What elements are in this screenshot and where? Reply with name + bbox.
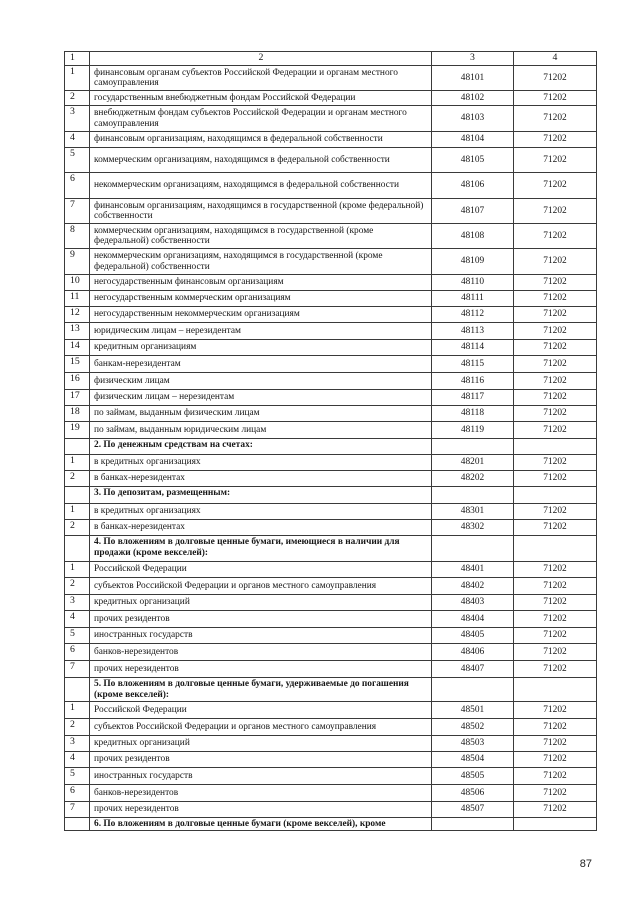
row-account: 71202 (514, 323, 597, 340)
table-row (65, 719, 597, 736)
table-row (65, 249, 597, 275)
row-account: 71202 (514, 356, 597, 373)
table-row (65, 66, 597, 91)
row-account: 71202 (514, 719, 597, 736)
row-description: юридическим лицам – нерезидентам (90, 323, 432, 340)
table-row (65, 390, 597, 406)
row-description: прочих нерезидентов (90, 661, 432, 678)
row-account: 71202 (514, 752, 597, 768)
section-heading-row (65, 487, 597, 504)
row-number: 5 (65, 148, 90, 173)
row-account: 71202 (514, 132, 597, 148)
table-row (65, 702, 597, 719)
row-code: 48106 (432, 173, 514, 199)
row-code (432, 536, 514, 562)
row-code: 48301 (432, 504, 514, 520)
row-description: банкам-нерезидентам (90, 356, 432, 373)
row-code: 48116 (432, 373, 514, 390)
row-description: в кредитных организациях (90, 455, 432, 471)
table-row (65, 628, 597, 644)
row-number: 2 (65, 578, 90, 595)
row-number: 3 (65, 106, 90, 132)
table-row (65, 768, 597, 785)
row-description: иностранных государств (90, 768, 432, 785)
row-account: 71202 (514, 455, 597, 471)
row-code: 48107 (432, 199, 514, 224)
table-row (65, 132, 597, 148)
table-row (65, 275, 597, 291)
row-code: 48404 (432, 611, 514, 628)
row-code: 48502 (432, 719, 514, 736)
row-number: 1 (65, 702, 90, 719)
row-description: в банках-нерезидентах (90, 471, 432, 487)
row-code: 48507 (432, 802, 514, 818)
table-row (65, 91, 597, 106)
row-description: негосударственным коммерческим организациям (90, 291, 432, 307)
row-code: 48115 (432, 356, 514, 373)
row-code: 48201 (432, 455, 514, 471)
row-description: кредитным организациям (90, 340, 432, 356)
row-account: 71202 (514, 702, 597, 719)
row-description: прочих резидентов (90, 611, 432, 628)
row-code: 48110 (432, 275, 514, 291)
row-number: 5 (65, 628, 90, 644)
row-code: 48407 (432, 661, 514, 678)
row-account: 71202 (514, 406, 597, 422)
table-row (65, 520, 597, 536)
row-description: в банках-нерезидентах (90, 520, 432, 536)
row-code: 48506 (432, 785, 514, 802)
row-code: 48109 (432, 249, 514, 275)
row-account: 71202 (514, 768, 597, 785)
row-number: 10 (65, 275, 90, 291)
row-code: 48114 (432, 340, 514, 356)
row-number: 2 (65, 520, 90, 536)
row-number: 1 (65, 455, 90, 471)
row-account: 71202 (514, 173, 597, 199)
row-account: 71202 (514, 802, 597, 818)
table-row (65, 173, 597, 199)
header-col-1: 1 (65, 52, 90, 66)
row-number: 1 (65, 504, 90, 520)
row-account: 71202 (514, 390, 597, 406)
table-row (65, 562, 597, 578)
row-description: кредитных организаций (90, 736, 432, 752)
row-account: 71202 (514, 736, 597, 752)
section-heading-row (65, 536, 597, 562)
table-row (65, 661, 597, 678)
table-row (65, 199, 597, 224)
table-row (65, 611, 597, 628)
row-account: 71202 (514, 562, 597, 578)
row-account: 71202 (514, 66, 597, 91)
row-number: 9 (65, 249, 90, 275)
row-number: 2 (65, 471, 90, 487)
row-code: 48118 (432, 406, 514, 422)
row-description: финансовым организациям, находящимся в государственной (кроме федеральной) собственности (90, 199, 432, 224)
row-account: 71202 (514, 422, 597, 439)
header-row (65, 52, 597, 66)
row-number: 1 (65, 66, 90, 91)
row-description: физическим лицам (90, 373, 432, 390)
row-code: 48503 (432, 736, 514, 752)
row-account (514, 536, 597, 562)
header-col-2: 2 (90, 52, 432, 66)
row-description: физическим лицам – нерезидентам (90, 390, 432, 406)
row-code: 48501 (432, 702, 514, 719)
table-row (65, 578, 597, 595)
row-code (432, 439, 514, 455)
row-number (65, 439, 90, 455)
table-row (65, 224, 597, 249)
row-description: негосударственным финансовым организациям (90, 275, 432, 291)
row-code: 48401 (432, 562, 514, 578)
row-code: 48406 (432, 644, 514, 661)
row-code (432, 818, 514, 831)
row-description: коммерческим организациям, находящимся в федеральной собственности (90, 148, 432, 173)
row-account (514, 818, 597, 831)
table-row (65, 455, 597, 471)
header-col-3: 3 (432, 52, 514, 66)
row-account: 71202 (514, 373, 597, 390)
row-description: по займам, выданным юридическим лицам (90, 422, 432, 439)
row-number: 4 (65, 611, 90, 628)
row-account: 71202 (514, 595, 597, 611)
table-row (65, 323, 597, 340)
row-account: 71202 (514, 291, 597, 307)
row-code: 48405 (432, 628, 514, 644)
row-number (65, 487, 90, 504)
row-description: прочих резидентов (90, 752, 432, 768)
row-number (65, 678, 90, 702)
table-row (65, 736, 597, 752)
row-code: 48104 (432, 132, 514, 148)
row-description: банков-нерезидентов (90, 644, 432, 661)
row-description: некоммерческим организациям, находящимся в федеральной собственности (90, 173, 432, 199)
accounts-table-body (65, 52, 597, 831)
row-number: 17 (65, 390, 90, 406)
row-account: 71202 (514, 611, 597, 628)
row-number: 7 (65, 199, 90, 224)
table-row (65, 307, 597, 323)
row-account: 71202 (514, 148, 597, 173)
table-row (65, 373, 597, 390)
row-description: некоммерческим организациям, находящимся в государственной (кроме федеральной) собственности (90, 249, 432, 275)
row-number: 1 (65, 562, 90, 578)
table-row (65, 595, 597, 611)
row-number: 16 (65, 373, 90, 390)
row-number: 15 (65, 356, 90, 373)
row-code: 48112 (432, 307, 514, 323)
table-row (65, 406, 597, 422)
row-code: 48103 (432, 106, 514, 132)
table-row (65, 504, 597, 520)
row-number: 5 (65, 768, 90, 785)
accounts-table (64, 51, 597, 831)
row-number: 3 (65, 736, 90, 752)
row-account: 71202 (514, 471, 597, 487)
row-description: кредитных организаций (90, 595, 432, 611)
table-row (65, 785, 597, 802)
header-col-4: 4 (514, 52, 597, 66)
row-code (432, 678, 514, 702)
row-code: 48105 (432, 148, 514, 173)
row-code: 48113 (432, 323, 514, 340)
row-number: 11 (65, 291, 90, 307)
row-description: в кредитных организациях (90, 504, 432, 520)
row-description: субъектов Российской Федерации и органов местного самоуправления (90, 578, 432, 595)
row-description: субъектов Российской Федерации и органов местного самоуправления (90, 719, 432, 736)
row-description: 4. По вложениям в долговые ценные бумаги, имеющиеся в наличии для продажи (кроме векселей): (90, 536, 432, 562)
section-heading-row (65, 818, 597, 831)
table-row (65, 422, 597, 439)
row-description: финансовым организациям, находящимся в федеральной собственности (90, 132, 432, 148)
row-number: 4 (65, 752, 90, 768)
row-code: 48119 (432, 422, 514, 439)
row-account: 71202 (514, 578, 597, 595)
row-number: 3 (65, 595, 90, 611)
row-account: 71202 (514, 340, 597, 356)
row-account: 71202 (514, 307, 597, 323)
row-account: 71202 (514, 661, 597, 678)
row-number: 12 (65, 307, 90, 323)
row-number: 18 (65, 406, 90, 422)
row-number: 13 (65, 323, 90, 340)
row-number: 2 (65, 719, 90, 736)
row-description: коммерческим организациям, находящимся в государственной (кроме федеральной) собственности (90, 224, 432, 249)
row-account: 71202 (514, 199, 597, 224)
row-number (65, 536, 90, 562)
table-row (65, 644, 597, 661)
row-number (65, 818, 90, 831)
row-code: 48302 (432, 520, 514, 536)
row-code: 48402 (432, 578, 514, 595)
table-row (65, 291, 597, 307)
table-row (65, 471, 597, 487)
row-description: Российской Федерации (90, 702, 432, 719)
row-description: 5. По вложениям в долговые ценные бумаги, удерживаемые до погашения (кроме векселей): (90, 678, 432, 702)
row-number: 14 (65, 340, 90, 356)
table-row (65, 340, 597, 356)
row-number: 7 (65, 802, 90, 818)
row-description: 6. По вложениям в долговые ценные бумаги (кроме векселей), кроме (90, 818, 432, 831)
row-code (432, 487, 514, 504)
row-description: Российской Федерации (90, 562, 432, 578)
section-heading-row (65, 439, 597, 455)
row-number: 2 (65, 91, 90, 106)
row-description: негосударственным некоммерческим организациям (90, 307, 432, 323)
row-description: прочих нерезидентов (90, 802, 432, 818)
row-code: 48117 (432, 390, 514, 406)
row-number: 8 (65, 224, 90, 249)
row-account: 71202 (514, 91, 597, 106)
row-account (514, 678, 597, 702)
row-description: иностранных государств (90, 628, 432, 644)
table-row (65, 802, 597, 818)
row-account: 71202 (514, 644, 597, 661)
page-number: 87 (579, 858, 592, 870)
row-code: 48111 (432, 291, 514, 307)
row-number: 7 (65, 661, 90, 678)
row-account: 71202 (514, 520, 597, 536)
row-code: 48202 (432, 471, 514, 487)
row-code: 48102 (432, 91, 514, 106)
row-description: государственным внебюджетным фондам Российской Федерации (90, 91, 432, 106)
row-code: 48505 (432, 768, 514, 785)
row-description: банков-нерезидентов (90, 785, 432, 802)
row-description: внебюджетным фондам субъектов Российской Федерации и органам местного самоуправления (90, 106, 432, 132)
row-number: 6 (65, 785, 90, 802)
row-description: 2. По денежным средствам на счетах: (90, 439, 432, 455)
row-account: 71202 (514, 785, 597, 802)
table-row (65, 356, 597, 373)
row-number: 6 (65, 644, 90, 661)
row-account (514, 487, 597, 504)
row-code: 48101 (432, 66, 514, 91)
row-account (514, 439, 597, 455)
table-row (65, 752, 597, 768)
row-account: 71202 (514, 628, 597, 644)
row-code: 48108 (432, 224, 514, 249)
row-account: 71202 (514, 224, 597, 249)
row-account: 71202 (514, 275, 597, 291)
table-row (65, 106, 597, 132)
row-description: финансовым органам субъектов Российской Федерации и органам местного самоуправления (90, 66, 432, 91)
row-account: 71202 (514, 504, 597, 520)
row-description: 3. По депозитам, размещенным: (90, 487, 432, 504)
row-number: 4 (65, 132, 90, 148)
row-code: 48504 (432, 752, 514, 768)
row-account: 71202 (514, 106, 597, 132)
row-code: 48403 (432, 595, 514, 611)
section-heading-row (65, 678, 597, 702)
row-description: по займам, выданным физическим лицам (90, 406, 432, 422)
table-row (65, 148, 597, 173)
row-number: 6 (65, 173, 90, 199)
row-number: 19 (65, 422, 90, 439)
row-account: 71202 (514, 249, 597, 275)
